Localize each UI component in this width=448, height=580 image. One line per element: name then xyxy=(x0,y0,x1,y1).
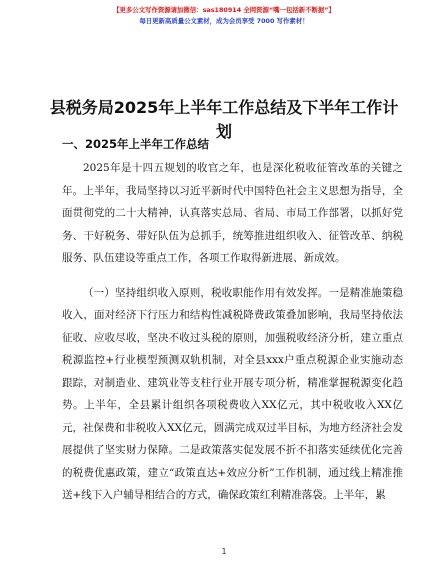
promo-banner xyxy=(0,5,448,27)
promo-banner-line-1: 【更多公文写作资源请加微信：sas180914 全网资源“嘴一包括新不断据”】 xyxy=(113,6,335,14)
promo-banner-line-2: 每日更新高质量公文素材，成为会员享受 7000 写作素材！ xyxy=(139,17,309,25)
section-heading: 一、2025年上半年工作总结 xyxy=(62,137,210,151)
document-title: 县税务局2025年上半年工作总结及下半年工作计划 xyxy=(49,98,399,141)
paragraph-1: 2025年是十四五规划的收官之年，也是深化税收征管改革的关键之年。上半年，我局坚持以习近平新时代中国特色社会主义思想为指导，全面贯彻党的二十大精神，认真落实总局、省局、市局工作部署，以抓好党务、干好税务、带好队伍为总抓手，统筹推进组织收入、征管改革、纳税服务、队伍建设等重点工作，各项工作取得新进展、新成效。 xyxy=(62,162,403,264)
body-text xyxy=(62,157,403,507)
page-number: 1 xyxy=(221,547,227,556)
paragraph-2: （一）坚持组织收入原则，税收职能作用有效发挥。一是精准施策稳收入，面对经济下行压力和结构性减税降费政策叠加影响，我局坚持依法征收、应收尽收，坚决不收过头税的原则，加强税收经济分析，建立重点税源监控+行业模型预测双轨机制，对全县xxx户重点税源企业实施动态跟踪，对制造业、建筑业等支柱行业开展专项分析，精准掌握税源变化趋势。上半年，全县累计组织各项税费收入XX亿元，其中税收收入XX亿元，社保费和非税收入XX亿元，圆满完成双过半目标，为地方经济社会发展提供了坚实财力保障。二是政策落实促发展不折不扣落实延续优化完善的税费优惠政策，建立“政策直达+效应分析”工作机制，通过线上精准推送+线下入户辅导相结合的方式，确保政策红利精准落袋。上半年，累 xyxy=(62,286,403,501)
